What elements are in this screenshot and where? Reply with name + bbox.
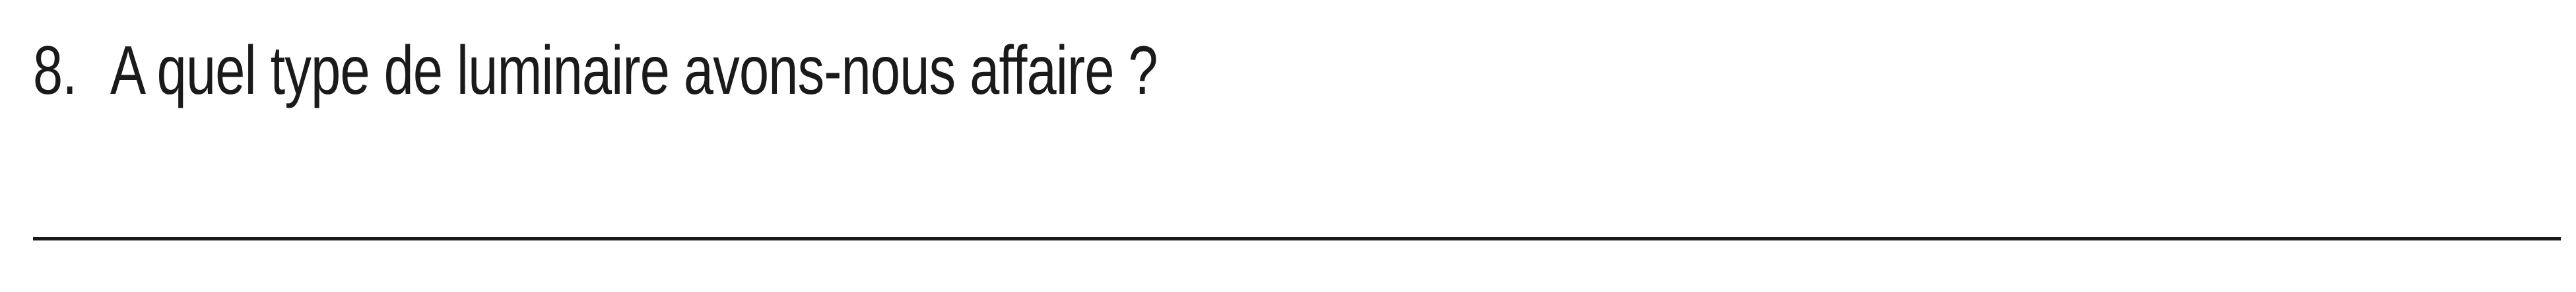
question-text: A quel type de luminaire avons-nous affaire ? <box>110 32 1158 109</box>
answer-line[interactable] <box>33 237 2561 240</box>
question-number: 8. <box>33 32 77 109</box>
question-item <box>33 32 1158 111</box>
